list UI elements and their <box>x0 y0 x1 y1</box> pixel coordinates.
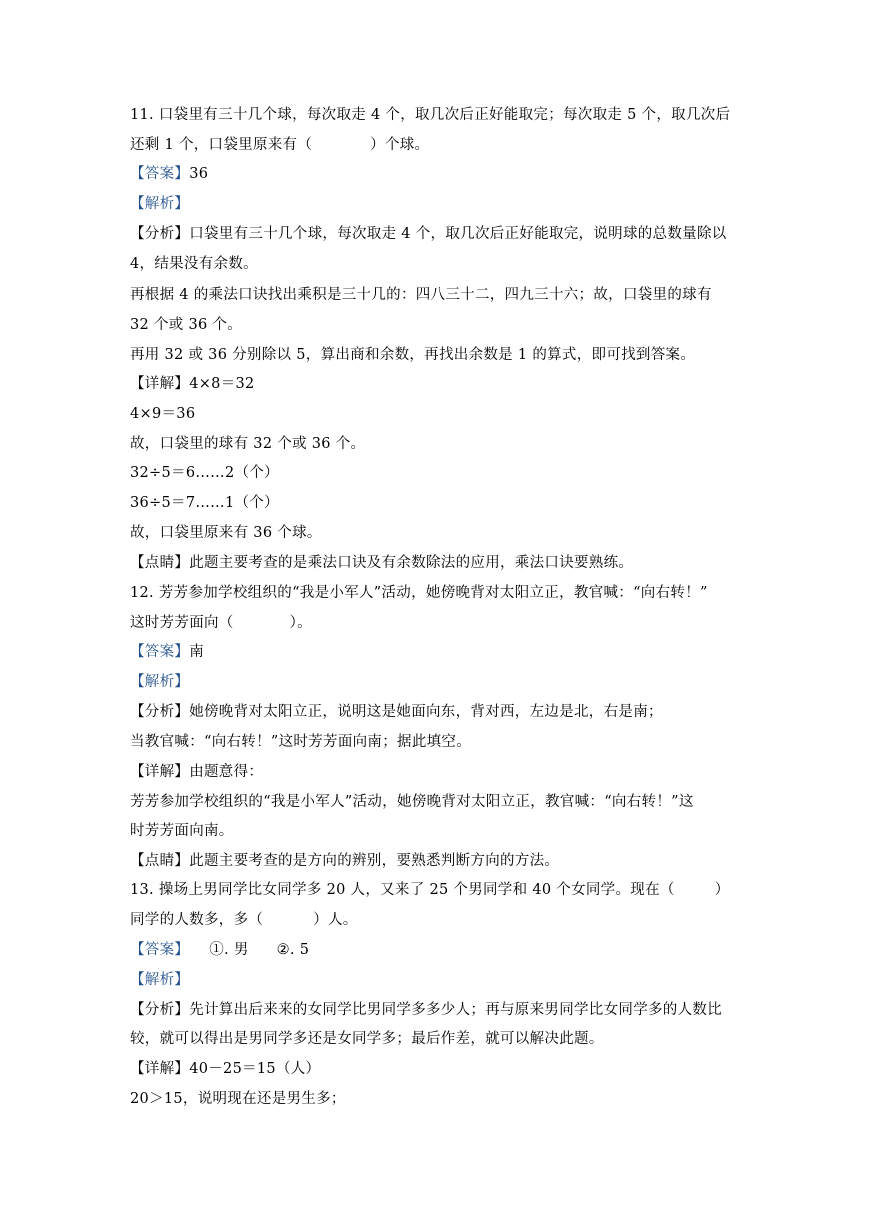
q11-analysis-line-2: 4，结果没有余数。 <box>130 256 258 272</box>
q13-stem-line-1 <box>130 880 745 900</box>
q13-analysis-line-1: 【分析】先计算出后来来的女同学比男同学多多少人；再与原来男同学比女同学多的人数比 <box>130 1002 722 1018</box>
q12-comment: 【点睛】此题主要考查的是方向的辨别，要熟悉判断方向的方法。 <box>130 853 560 869</box>
q13-stem-part-c: 同学的人数多，多（ <box>130 912 264 928</box>
q11-detail-line-5: 36÷5＝7……1（个） <box>130 495 279 511</box>
q11-comment: 【点睛】此题主要考查的是乘法口诀及有余数除法的应用，乘法口诀要熟练。 <box>130 555 634 571</box>
q11-analysis-line-4: 32 个或 36 个。 <box>130 317 243 333</box>
q11-detail-line-2: 4×9＝36 <box>130 406 196 422</box>
q12-stem-line-2 <box>130 613 745 633</box>
q13-answer-line <box>130 940 745 960</box>
q12-detail-line-2: 芳芳参加学校组织的“我是小军人”活动，她傍晚背对太阳立正，教官喊：“向右转！”这 <box>130 794 694 810</box>
q12-analysis-line-1: 【分析】她傍晚背对太阳立正，说明这是她面向东，背对西，左边是北，右是南； <box>130 704 663 720</box>
q11-stem-line-1: 11. 口袋里有三十几个球，每次取走 4 个，取几次后正好能取完；每次取走 5 个，取几次后 <box>130 107 731 123</box>
q12-answer-tag: 【答案】 <box>130 644 190 660</box>
q13-answer-1: ①. 男 <box>209 942 249 958</box>
q12-jiexi-tag: 【解析】 <box>130 674 190 690</box>
q11-answer-tag: 【答案】 <box>130 166 190 182</box>
q13-stem-line-2 <box>130 910 745 930</box>
q11-stem-line-2 <box>130 135 745 155</box>
q12-stem-part-a: 这时芳芳面向（ <box>130 615 234 631</box>
q12-answer-line <box>130 642 745 662</box>
q11-answer-line <box>130 164 745 184</box>
q12-detail-line-3: 时芳芳面向南。 <box>130 823 234 839</box>
q13-detail-line-2: 20＞15，说明现在还是男生多； <box>130 1091 346 1107</box>
q13-stem-part-b: ） <box>714 882 730 898</box>
q12-stem-part-b: ）。 <box>289 615 312 631</box>
q12-analysis-line-2: 当教官喊：“向右转！”这时芳芳面向南；据此填空。 <box>130 734 472 750</box>
q11-stem-part-a: 还剩 1 个，口袋里原来有（ <box>130 137 313 153</box>
q13-answer-2: ②. 5 <box>276 942 310 958</box>
q11-detail-line-1: 【详解】4×8＝32 <box>130 376 255 392</box>
q12-detail-line-1: 【详解】由题意得： <box>130 764 264 780</box>
q13-answer-tag: 【答案】 <box>130 942 190 958</box>
q11-detail-line-3: 故，口袋里的球有 32 个或 36 个。 <box>130 436 366 452</box>
q13-stem-part-a: 13. 操场上男同学比女同学多 20 人，又来了 25 个男同学和 40 个女同学。现在（ <box>130 882 675 898</box>
q12-answer-value: 南 <box>189 644 205 660</box>
q11-answer-value: 36 <box>189 166 209 182</box>
q13-detail-line-1: 【详解】40－25＝15（人） <box>130 1061 321 1077</box>
q11-detail-line-6: 故，口袋里原来有 36 个球。 <box>130 525 322 541</box>
q12-stem-line-1: 12. 芳芳参加学校组织的“我是小军人”活动，她傍晚背对太阳立正，教官喊：“向右转！” <box>130 585 708 601</box>
q13-analysis-line-2: 较，就可以得出是男同学多还是女同学多；最后作差，就可以解决此题。 <box>130 1031 604 1047</box>
q11-analysis-line-5: 再用 32 或 36 分别除以 5，算出商和余数，再找出余数是 1 的算式，即可找到答案。 <box>130 347 696 363</box>
q11-stem-part-b: ）个球。 <box>370 137 430 153</box>
q13-stem-part-d: ）人。 <box>313 912 358 928</box>
q11-detail-line-4: 32÷5＝6……2（个） <box>130 465 279 481</box>
q11-analysis-line-3: 再根据 4 的乘法口诀找出乘积是三十几的：四八三十二，四九三十六；故，口袋里的球有 <box>130 287 712 303</box>
q11-analysis-line-1: 【分析】口袋里有三十几个球，每次取走 4 个，取几次后正好能取完，说明球的总数量除以 <box>130 226 727 242</box>
q13-jiexi-tag: 【解析】 <box>130 972 190 988</box>
q11-jiexi-tag: 【解析】 <box>130 196 190 212</box>
